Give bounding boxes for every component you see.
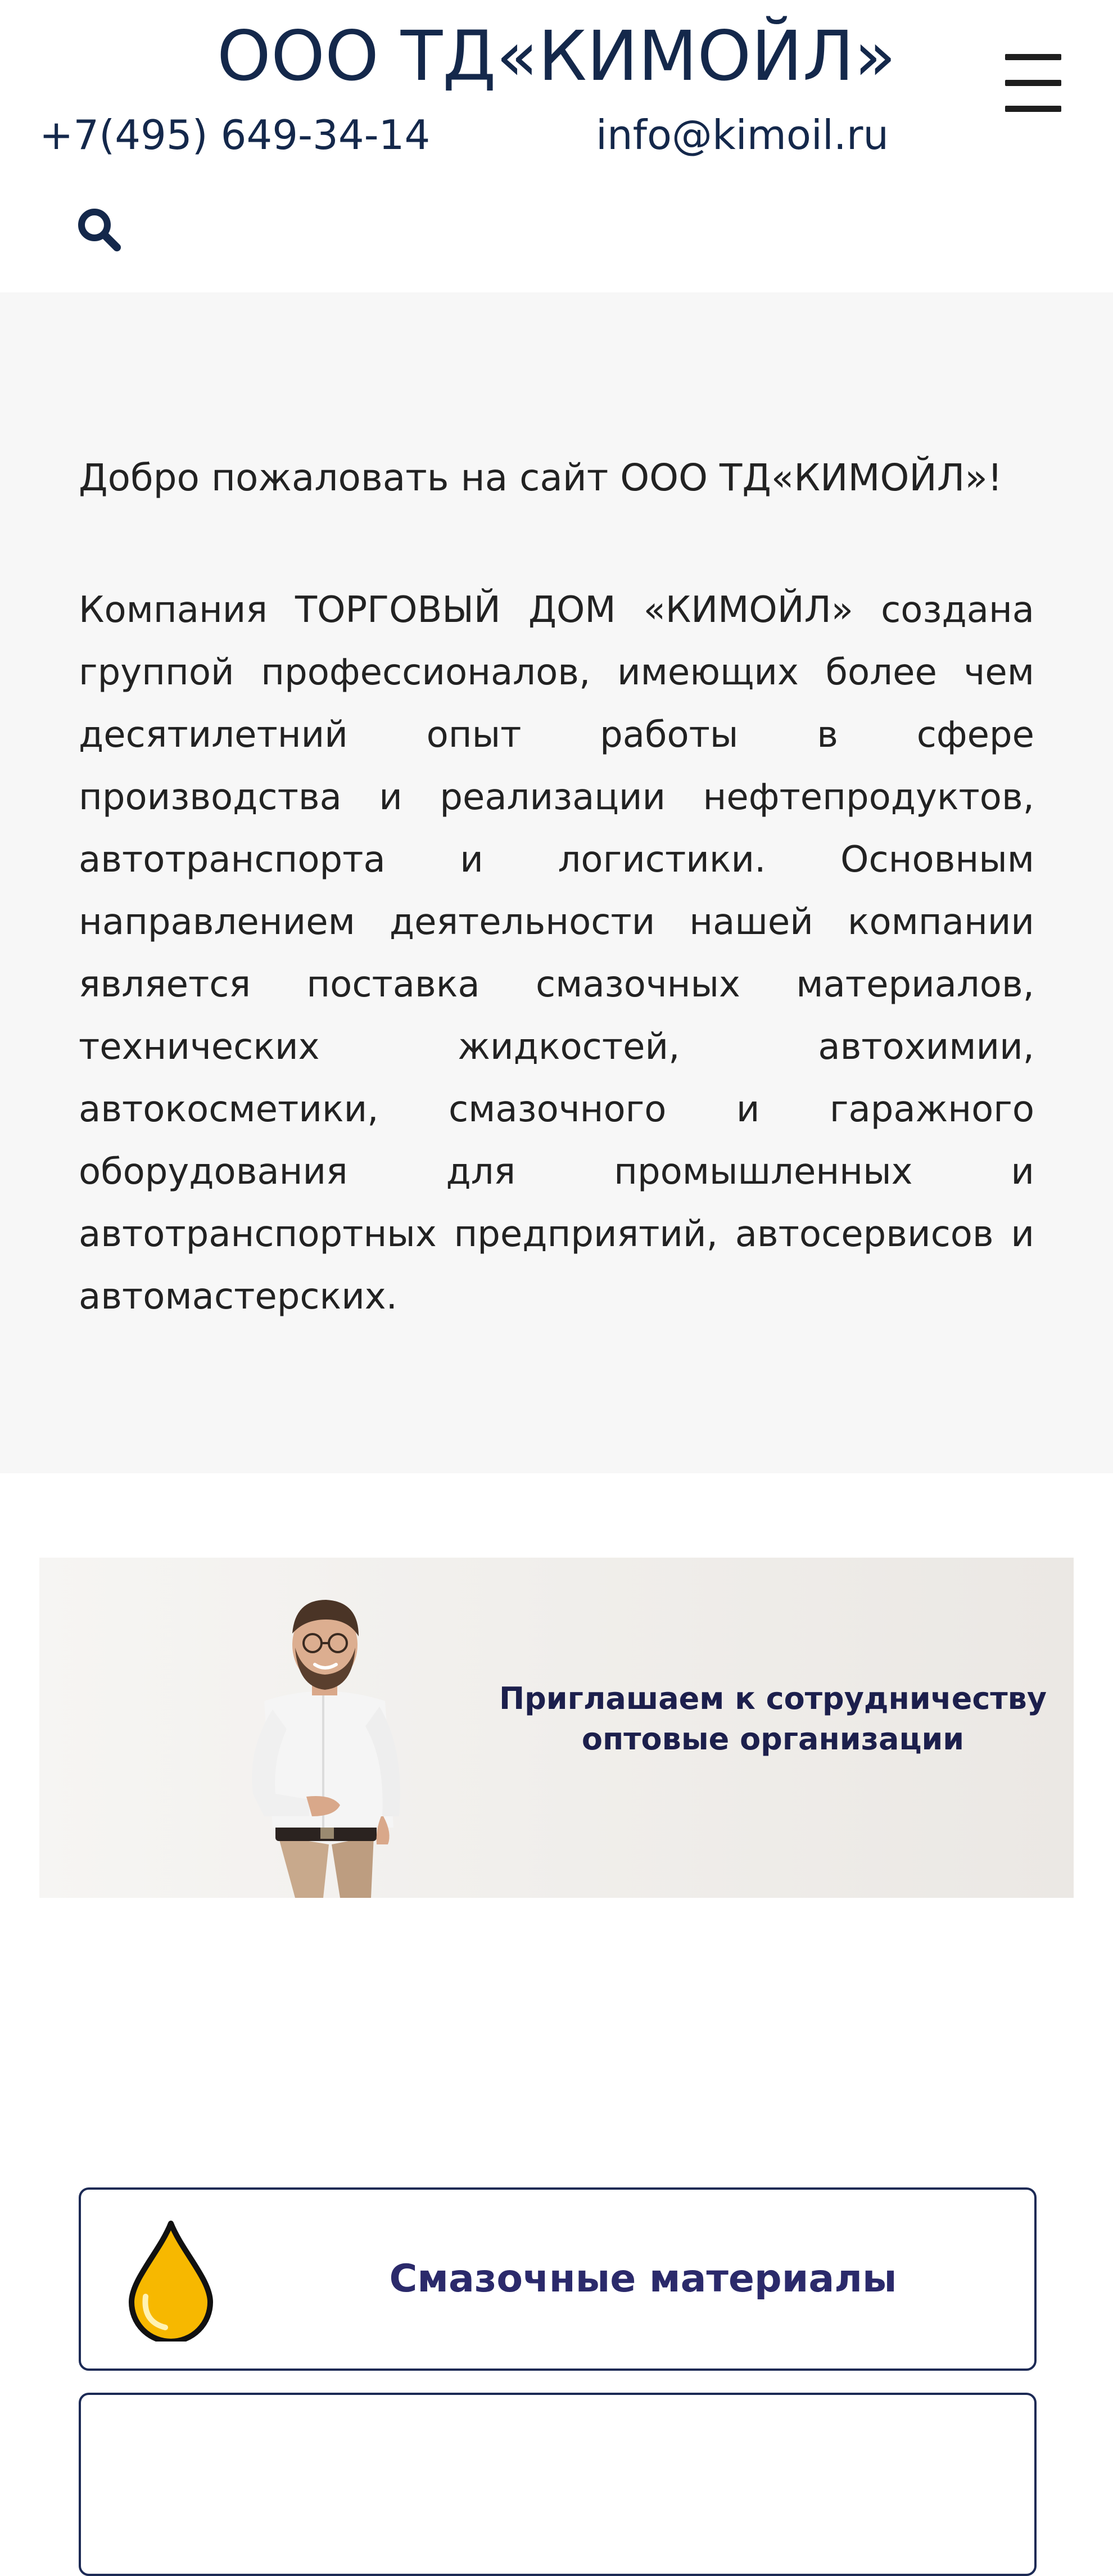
banner-line-1: Приглашаем к сотрудничеству [499,1681,1047,1716]
welcome-section [0,292,1113,1473]
welcome-heading: Добро пожаловать на сайт ООО ТД«КИМОЙЛ»! [79,456,1003,499]
email-link[interactable]: info@kimoil.ru [596,111,889,159]
hamburger-menu-icon[interactable] [1002,54,1064,116]
menu-bar [1005,54,1061,60]
category-label: Смазочные материалы [389,2257,897,2301]
menu-bar [1005,80,1061,86]
search-icon[interactable] [72,202,128,259]
partnership-banner[interactable] [39,1558,1074,1898]
menu-bar [1005,106,1061,112]
category-card-next[interactable] [79,2393,1037,2576]
banner-text [478,1679,1068,1760]
site-header [0,0,1113,292]
phone-link[interactable]: +7(495) 649-34-14 [39,111,431,159]
welcome-text: Компания ТОРГОВЫЙ ДОМ «КИМОЙЛ» создана группой профессионалов, имеющих более чем десятилетний опыт работы в сфере производства и реализации нефтепродуктов, автотранспорта и логистики. Основным направлением деятельности нашей компании является поставка смазочных материалов, технических жидкостей, автохимии, автокосметики, смазочного и гаражного оборудования для промышленных и автотранспортных предприятий, автосервисов и автомастерских. [79,589,1034,1318]
businessman-illustration [180,1580,495,1898]
search-icon-graphic [72,202,128,259]
oil-drop-icon [126,2218,216,2342]
category-card-lubricants[interactable] [79,2187,1037,2371]
banner-line-2: оптовые организации [581,1721,965,1757]
site-title[interactable]: ООО ТД«КИМОЙЛ» [216,16,897,96]
